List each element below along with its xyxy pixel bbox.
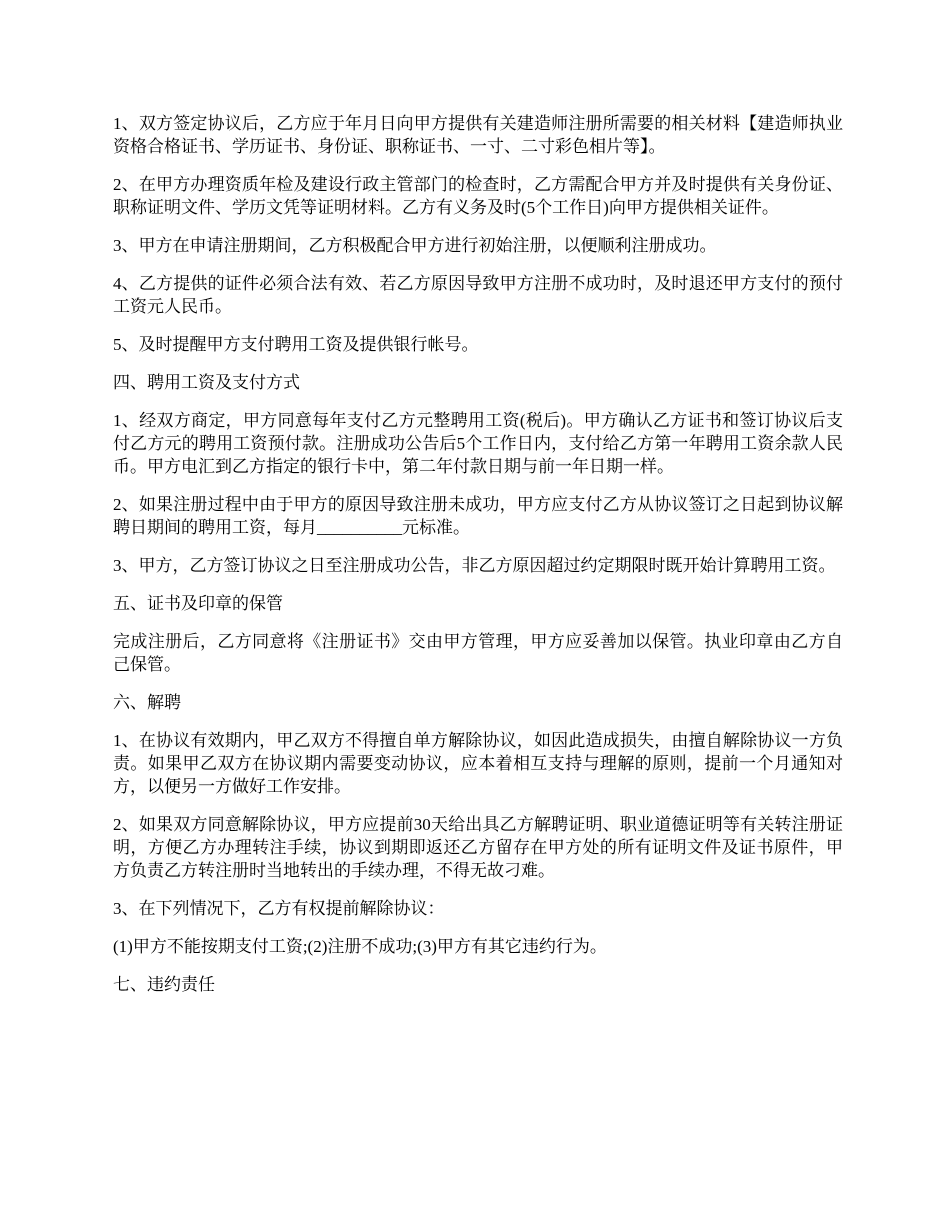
clause-paragraph: 3、甲方在申请注册期间，乙方积极配合甲方进行初始注册，以便顺利注册成功。 xyxy=(113,236,717,255)
document-page xyxy=(113,112,843,1011)
section-heading: 五、证书及印章的保管 xyxy=(113,594,283,613)
clause-paragraph: 2、如果注册过程中由于甲方的原因导致注册未成功，甲方应支付乙方从协议签订之日起到协议解聘日期间的聘用工资，每月__________元标准。 xyxy=(113,495,843,537)
clause-paragraph: 3、甲方，乙方签订协议之日至注册成功公告，非乙方原因超过约定期限时既开始计算聘用工资。 xyxy=(113,556,836,575)
clause-paragraph: 3、在下列情况下，乙方有权提前解除协议： xyxy=(113,899,445,918)
clause-paragraph: 1、在协议有效期内，甲乙双方不得擅自单方解除协议，如因此造成损失，由擅自解除协议一方负责。如果甲乙双方在协议期内需要变动协议，应本着相互支持与理解的原则，提前一个月通知对方，以便另一方做好工作安排。 xyxy=(113,731,843,796)
section-heading: 七、违约责任 xyxy=(113,975,215,994)
clause-paragraph: 2、如果双方同意解除协议，甲方应提前30天给出具乙方解聘证明、职业道德证明等有关转注册证明，方便乙方办理转注手续，协议到期即返还乙方留存在甲方处的所有证明文件及证书原件，甲方负责乙方转注册时当地转出的手续办理，不得无故刁难。 xyxy=(113,815,843,880)
clause-paragraph: 1、双方签定协议后，乙方应于年月日向甲方提供有关建造师注册所需要的相关材料【建造师执业资格合格证书、学历证书、身份证、职称证书、一寸、二寸彩色相片等】。 xyxy=(113,114,843,156)
clause-paragraph: (1)甲方不能按期支付工资;(2)注册不成功;(3)甲方有其它违约行为。 xyxy=(113,937,607,956)
section-heading: 六、解聘 xyxy=(113,693,181,712)
clause-paragraph: 1、经双方商定，甲方同意每年支付乙方元整聘用工资(税后)。甲方确认乙方证书和签订协议后支付乙方元的聘用工资预付款。注册成功公告后5个工作日内，支付给乙方第一年聘用工资余款人民币。甲方电汇到乙方指定的银行卡中，第二年付款日期与前一年日期一样。 xyxy=(113,411,843,476)
section-heading: 四、聘用工资及支付方式 xyxy=(113,373,300,392)
clause-paragraph: 2、在甲方办理资质年检及建设行政主管部门的检查时，乙方需配合甲方并及时提供有关身份证、职称证明文件、学历文凭等证明材料。乙方有义务及时(5个工作日)向甲方提供相关证件。 xyxy=(113,175,843,217)
clause-paragraph: 5、及时提醒甲方支付聘用工资及提供银行帐号。 xyxy=(113,335,479,354)
clause-paragraph: 4、乙方提供的证件必须合法有效、若乙方原因导致甲方注册不成功时，及时退还甲方支付的预付工资元人民币。 xyxy=(113,274,843,316)
clause-paragraph: 完成注册后，乙方同意将《注册证书》交由甲方管理，甲方应妥善加以保管。执业印章由乙方自己保管。 xyxy=(113,632,843,674)
